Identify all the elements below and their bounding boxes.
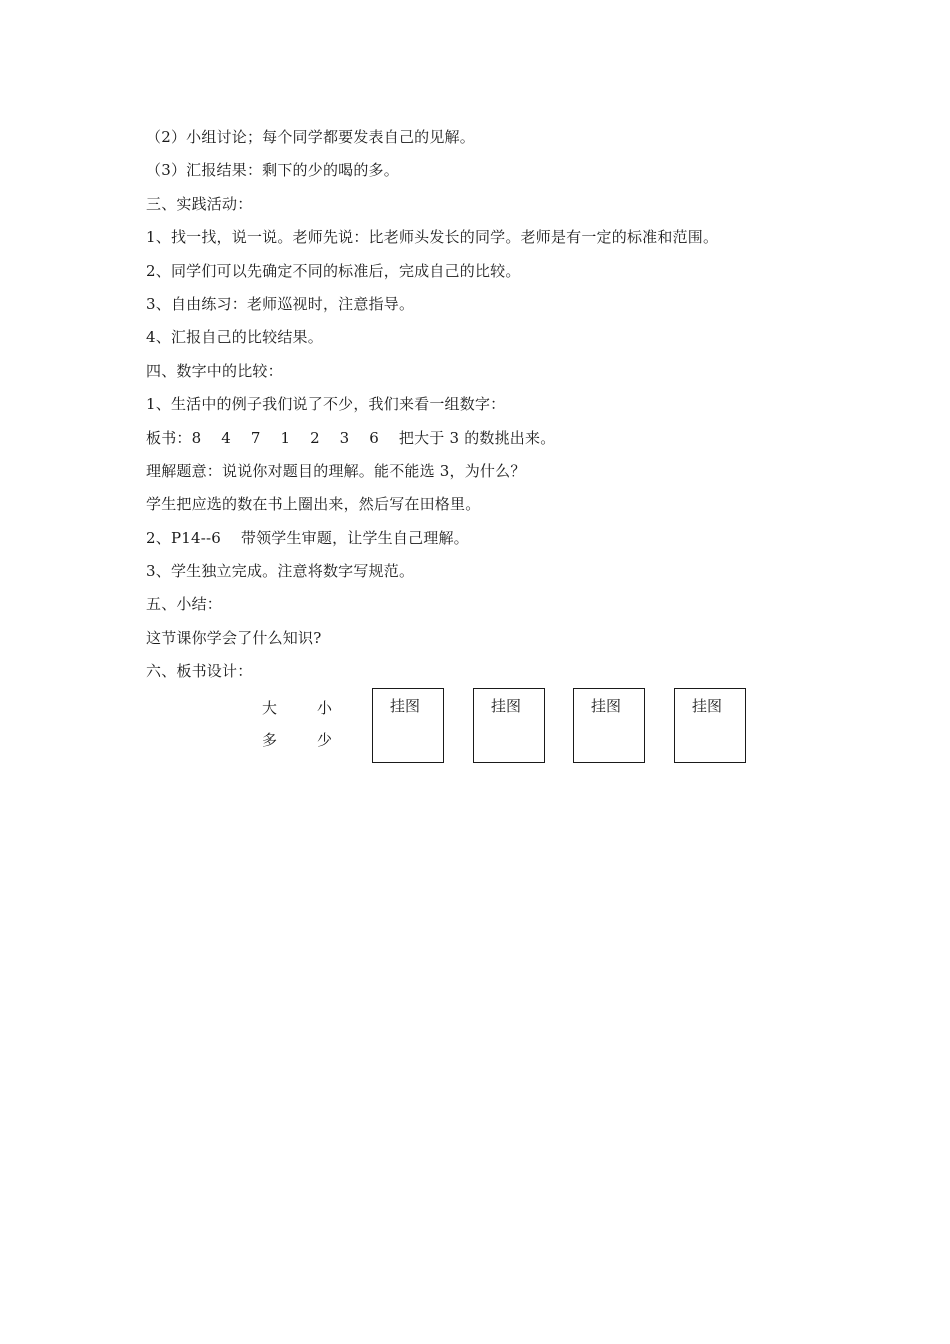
lesson-text [146,124,846,692]
text-line: 1、找一找，说一说。老师先说：比老师头发长的同学。老师是有一定的标准和范围。 [146,228,719,247]
blackboard-design [262,688,762,768]
text-line: （3）汇报结果：剩下的少的喝的多。 [146,161,399,180]
hanging-picture-box [372,688,444,763]
board-char: 大 [262,699,278,717]
text-line: （2）小组讨论；每个同学都要发表自己的见解。 [146,128,475,146]
box-label: 挂图 [491,697,522,715]
box-label: 挂图 [692,697,723,715]
box-label: 挂图 [591,697,622,715]
text-line: 2、P14--6 带领学生审题，让学生自己理解。 [146,528,469,547]
section-heading: 四、数字中的比较： [146,361,283,380]
text-line: 3、学生独立完成。注意将数字写规范。 [146,562,415,581]
text-line: 理解题意：说说你对题目的理解。能不能选 3，为什么？ [146,461,526,480]
hanging-picture-box [573,688,645,763]
section-heading: 三、实践活动： [146,194,253,213]
section-heading: 五、小结： [146,595,223,614]
board-characters [262,692,332,756]
board-row [262,724,332,756]
text-line: 板书：8 4 7 1 2 3 6 把大于 3 的数挑出来。 [146,428,556,447]
text-line: 1、生活中的例子我们说了不少，我们来看一组数字： [146,395,506,414]
text-line: 2、同学们可以先确定不同的标准后，完成自己的比较。 [146,261,521,280]
board-char: 少 [317,731,333,749]
board-row [262,692,332,724]
hanging-picture-box [674,688,746,763]
text-line: 4、汇报自己的比较结果。 [146,328,323,347]
section-heading: 六、板书设计： [146,662,253,681]
text-line: 3、自由练习：老师巡视时，注意指导。 [146,294,415,313]
text-line: 学生把应选的数在书上圈出来，然后写在田格里。 [146,495,481,514]
board-char: 多 [262,731,278,749]
text-line: 这节课你学会了什么知识? [146,628,322,647]
board-char: 小 [317,699,333,717]
box-label: 挂图 [390,697,421,715]
hanging-picture-box [473,688,545,763]
